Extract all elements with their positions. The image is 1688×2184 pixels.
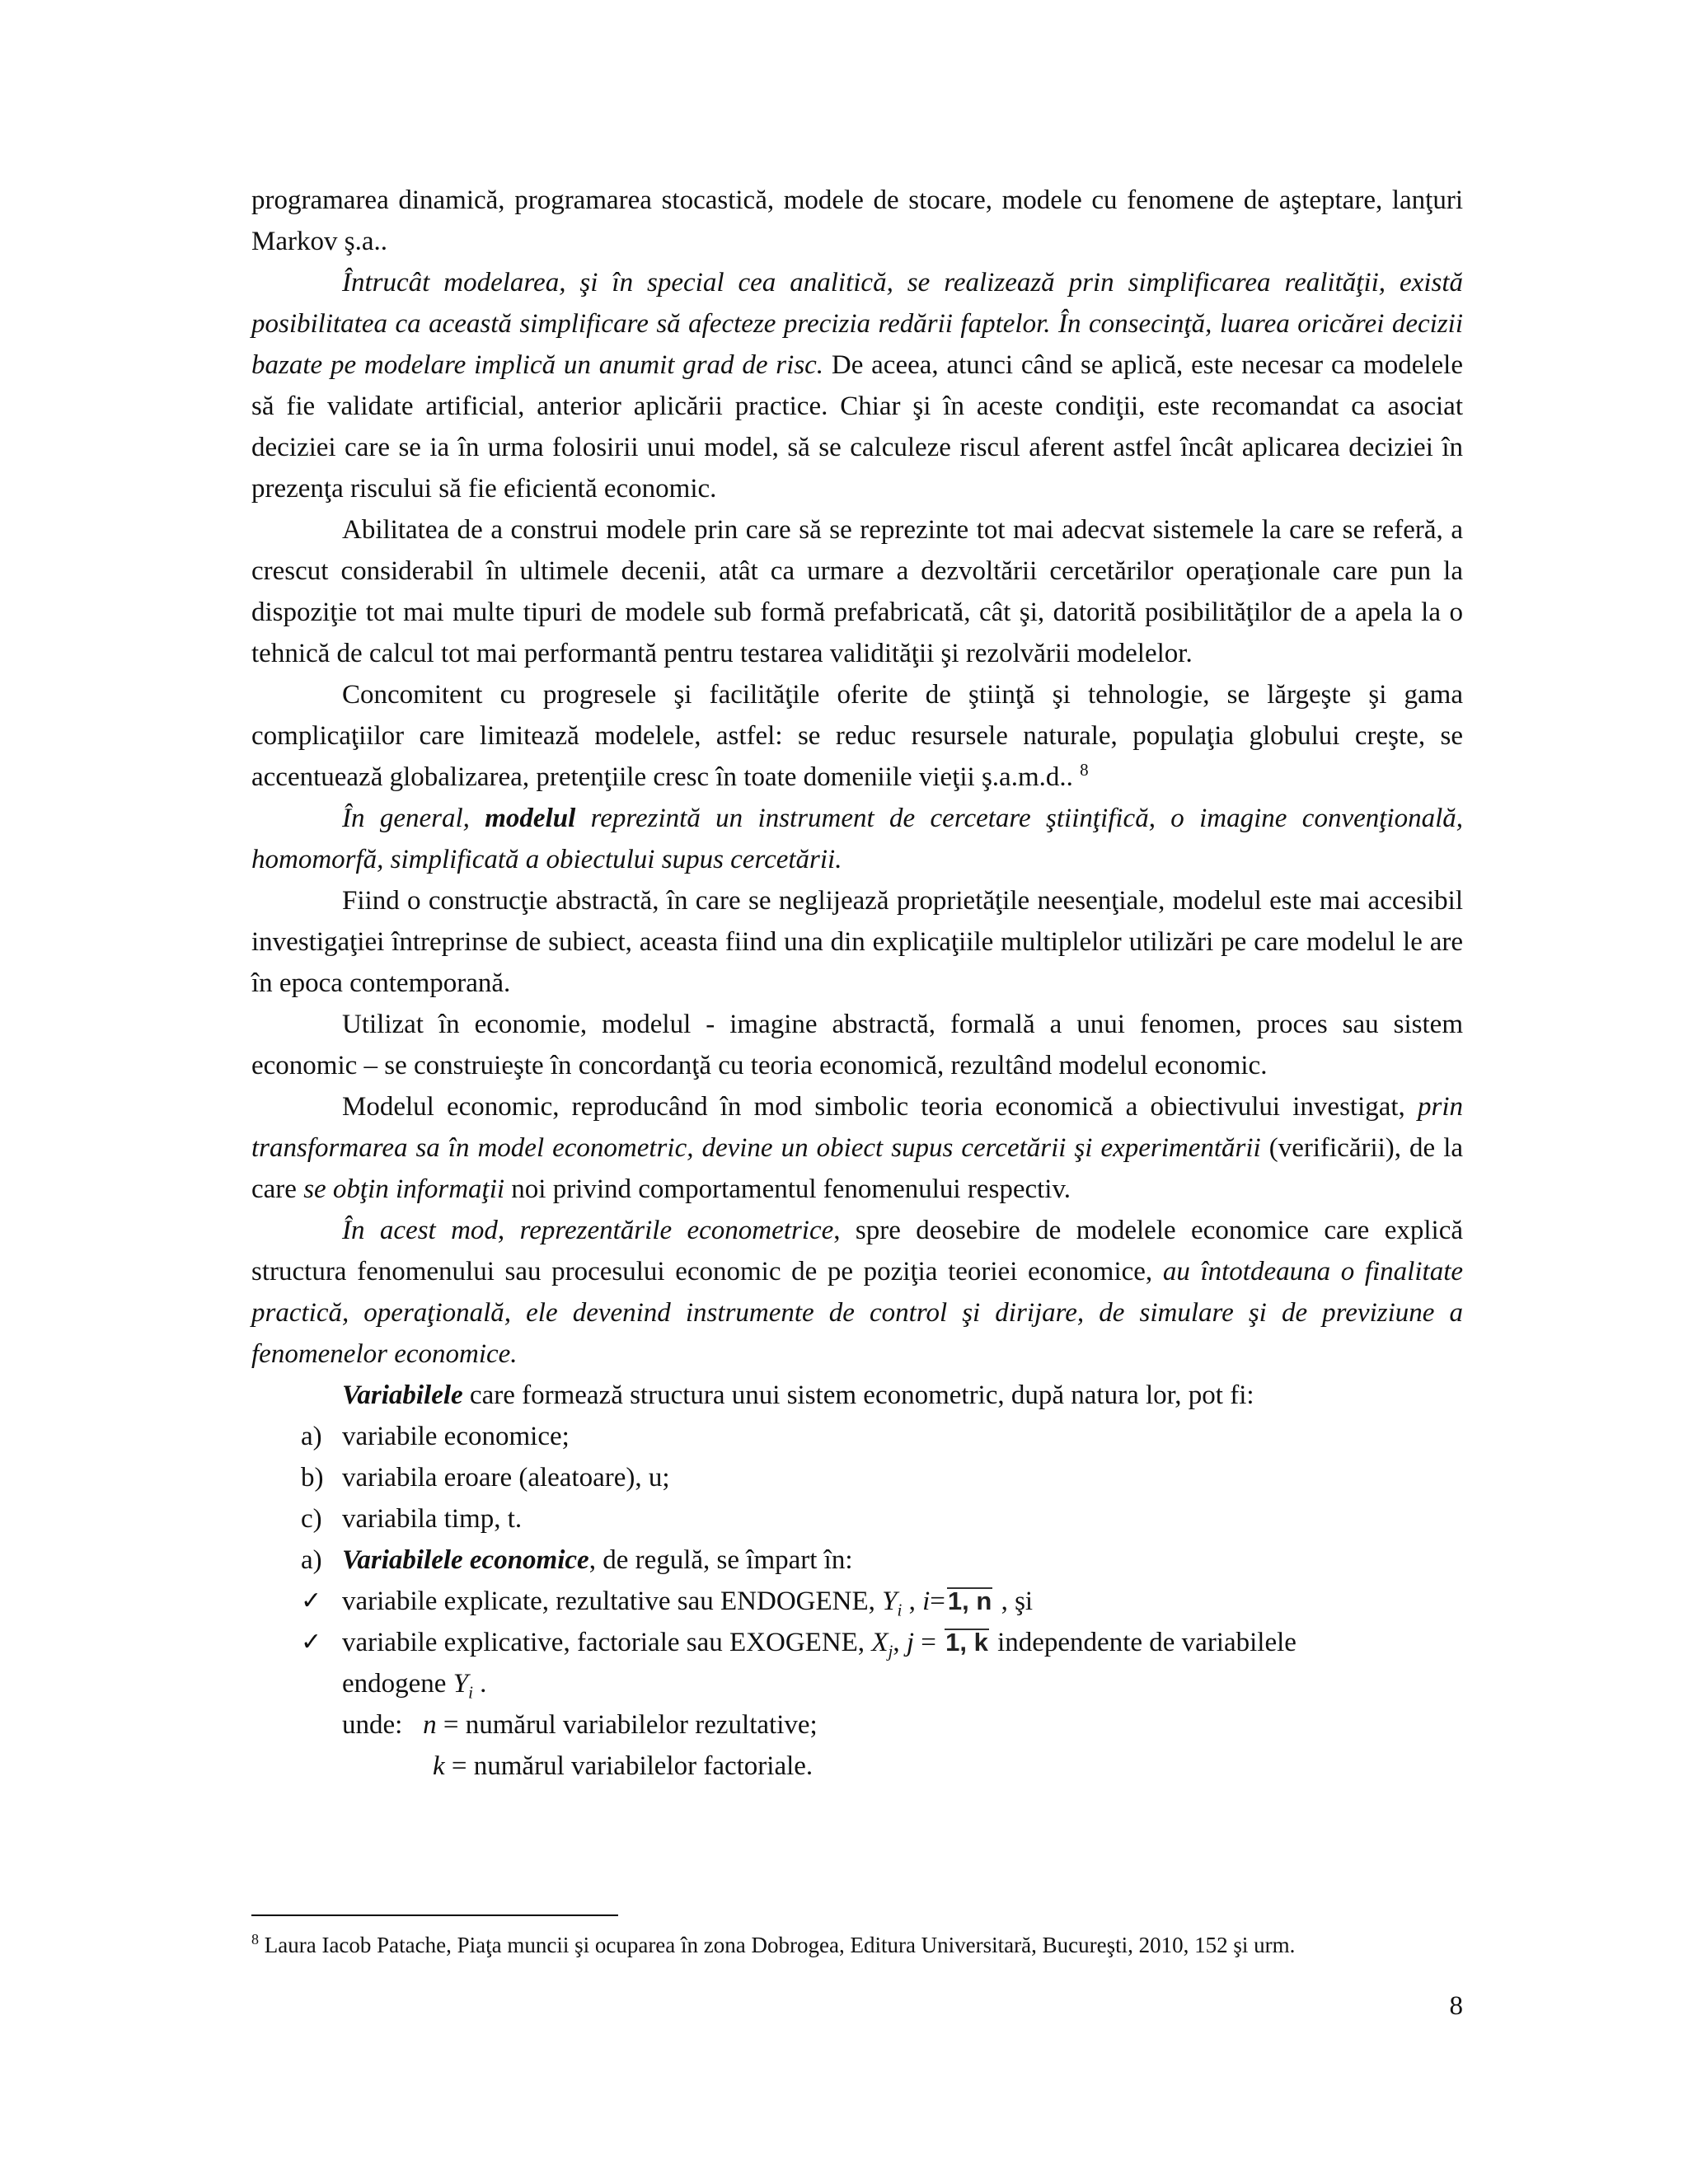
paragraph-10 [251, 1375, 1463, 1416]
variable-y: Y [882, 1586, 898, 1616]
subscript-i: i [468, 1682, 473, 1703]
unde-label: unde: [342, 1710, 403, 1740]
paragraph-1 [251, 180, 1463, 262]
footnote-reference[interactable]: 8 [1080, 760, 1089, 780]
checklist-item-end: , şi [994, 1586, 1034, 1616]
list-item-text: variabila timp, t. [342, 1504, 523, 1534]
index-j: j [906, 1628, 914, 1657]
definition-n-text: = numărul variabilelor rezultative; [436, 1710, 818, 1740]
definition-k [251, 1746, 1463, 1787]
variable-n: n [423, 1710, 437, 1740]
index-i: i [922, 1586, 931, 1616]
paragraph-9 [251, 1210, 1463, 1375]
paragraph-8-text-c: noi privind comportamentul fenomenului respectiv. [504, 1174, 1071, 1204]
list-item-text: variabila eroare (aleatoare), u; [342, 1463, 670, 1493]
paragraph-2-italic: Întrucât modelarea, şi în special cea analitică, se realizează prin simplificarea realităţii, există posibilitatea ca această simplificare să afecteze precizia redării faptelor. În consecinţă, luarea oricărei decizii bazate pe modelare implică un anumit grad de risc. [251, 268, 1463, 380]
page-number: 8 [1449, 1991, 1463, 2021]
term-modelul: modelul [485, 804, 576, 833]
checkmark-icon: ✓ [301, 1586, 322, 1615]
paragraph-5 [251, 798, 1463, 880]
list-item [251, 1498, 1463, 1540]
paragraph-4-text: Concomitent cu progresele şi facilităţile oferite de ştiinţă şi tehnologie, se lărgeşte şi gama complicaţiilor care limitează modelele, astfel: se reduc resursele naturale, populaţia globului creşte, se accentuează globalizarea, pretenţiile cresc în toate domeniile vieţii ş.a.m.d.. [251, 680, 1463, 792]
paragraph-7 [251, 1004, 1463, 1086]
paragraph-4 [251, 674, 1463, 798]
term-variabilele-economice: Variabilele economice [342, 1545, 589, 1575]
checklist-item-exogenous [251, 1622, 1463, 1663]
list-item-text: variabile economice; [342, 1422, 570, 1451]
paragraph-5-text-a: În general, [342, 804, 485, 833]
range-1-n: 1, n [945, 1587, 994, 1615]
paragraph-9-text: , spre deosebire de modelele economice care explică structura fenomenului sau procesului economic de pe poziţia teoriei economice, [251, 1216, 1463, 1286]
paragraph-9-italic-b: au întotdeauna o finalitate practică, operaţională, ele devenind instrumente de control şi dirijare, de simulare şi de previziune a fenomenelor economice. [251, 1257, 1464, 1369]
economic-variables-checklist [251, 1581, 1463, 1704]
checklist-item-end: independente de variabilele [990, 1628, 1296, 1657]
term-variabilele: Variabilele [342, 1380, 463, 1410]
checkmark-icon: ✓ [301, 1628, 322, 1657]
equals-sign: = [914, 1628, 944, 1657]
list-item [251, 1416, 1463, 1457]
list-item [251, 1457, 1463, 1498]
paragraph-6 [251, 880, 1463, 1004]
paragraph-2 [251, 262, 1463, 509]
continuation-text: endogene [342, 1669, 453, 1699]
separator: , [902, 1586, 923, 1616]
footnote-separator [251, 1915, 618, 1916]
paragraph-3 [251, 509, 1463, 674]
paragraph-1-text: programarea dinamică, programarea stocastică, modele de stocare, modele cu fenomene de aşteptare, lanţuri Markov ş.a.. [251, 185, 1463, 256]
continuation-end: . [472, 1669, 487, 1699]
variable-k: k [433, 1751, 445, 1781]
list-item [251, 1540, 1463, 1581]
paragraph-6-text: Fiind o construcţie abstractă, în care se neglijează proprietăţile neesenţiale, modelul este mai accesibil investigaţiei întreprinse de subiect, aceasta fiind una din explicaţiile multiplelor utilizări pe care modelul le are în epoca contemporană. [251, 886, 1463, 998]
variable-x: X [871, 1628, 889, 1657]
separator: , [893, 1628, 907, 1657]
checklist-item-endogenous [251, 1581, 1463, 1622]
footnote-number: 8 [251, 1931, 259, 1947]
paragraph-7-text: Utilizat în economie, modelul - imagine abstractă, formală a unui fenomen, proces sau sistem economic – se construieşte în concordanţă cu teoria economică, rezultând modelul economic. [251, 1010, 1463, 1080]
footnote [251, 1929, 1471, 1961]
subscript-i: i [897, 1600, 903, 1620]
definition-n [251, 1704, 1463, 1746]
variable-types-list [251, 1416, 1463, 1581]
list-marker: b) [301, 1463, 324, 1493]
list-item-text: , de regulă, se împart în: [588, 1545, 853, 1575]
checklist-item-text: variabile explicative, factoriale sau EXOGENE, [342, 1628, 872, 1657]
footnote-text: Laura Iacob Patache, Piaţa muncii şi ocuparea în zona Dobrogea, Editura Universitară, Bucureşti, 2010, 152 şi urm. [259, 1933, 1296, 1957]
list-marker: c) [301, 1504, 322, 1534]
paragraph-8 [251, 1086, 1463, 1210]
paragraph-2-text: De aceea, atunci când se aplică, este necesar ca modelele să fie validate artificial, anterior aplicării practice. Chiar şi în aceste condiţii, este recomandat ca asociat deciziei care se ia în urma folosirii unui model, să se calculeze riscul aferent astfel încât aplicarea deciziei în prezenţa riscului să fie eficientă economic. [251, 350, 1463, 504]
list-marker: a) [301, 1422, 322, 1451]
equals-sign: = [930, 1586, 945, 1616]
subscript-j: j [888, 1641, 893, 1661]
paragraph-5-text-b: reprezintă un instrument de cercetare ştiinţifică, o imagine convenţională, homomorfă, simplificată a obiectului supus cercetării. [251, 804, 1464, 874]
paragraph-8-text-a: Modelul economic, reproducând în mod simbolic teoria economică a obiectivului investigat, [342, 1092, 1418, 1122]
paragraph-9-italic-a: În acest mod, reprezentările econometrice [342, 1216, 834, 1245]
definition-k-text: = numărul variabilelor factoriale. [444, 1751, 814, 1781]
paragraph-8-text-b: (verificării), de la care [251, 1133, 1464, 1204]
paragraph-10-text: care formează structura unui sistem econometric, după natura lor, pot fi: [462, 1380, 1254, 1410]
checklist-item-continuation [251, 1663, 1463, 1704]
list-marker: a) [301, 1545, 322, 1575]
variable-y: Y [452, 1669, 469, 1699]
checklist-item-text: variabile explicate, rezultative sau ENDOGENE, [342, 1586, 883, 1616]
body-text [251, 180, 1463, 1787]
range-1-k: 1, k [943, 1629, 991, 1657]
paragraph-8-italic-a: prin transformarea sa în model econometric, devine un obiect supus cercetării şi experimentării [251, 1092, 1463, 1163]
paragraph-3-text: Abilitatea de a construi modele prin care să se reprezinte tot mai adecvat sistemele la care se referă, a crescut considerabil în ultimele decenii, atât ca urmare a dezvoltării cercetărilor operaţionale care pun la dispoziţie tot mai multe tipuri de modele sub formă prefabricată, cât şi, datorită posibilităţilor de a apela la o tehnică de calcul tot mai performantă pentru testarea validităţii şi rezolvării modelelor. [251, 515, 1463, 668]
paragraph-8-italic-b: se obţin informaţii [303, 1174, 505, 1204]
